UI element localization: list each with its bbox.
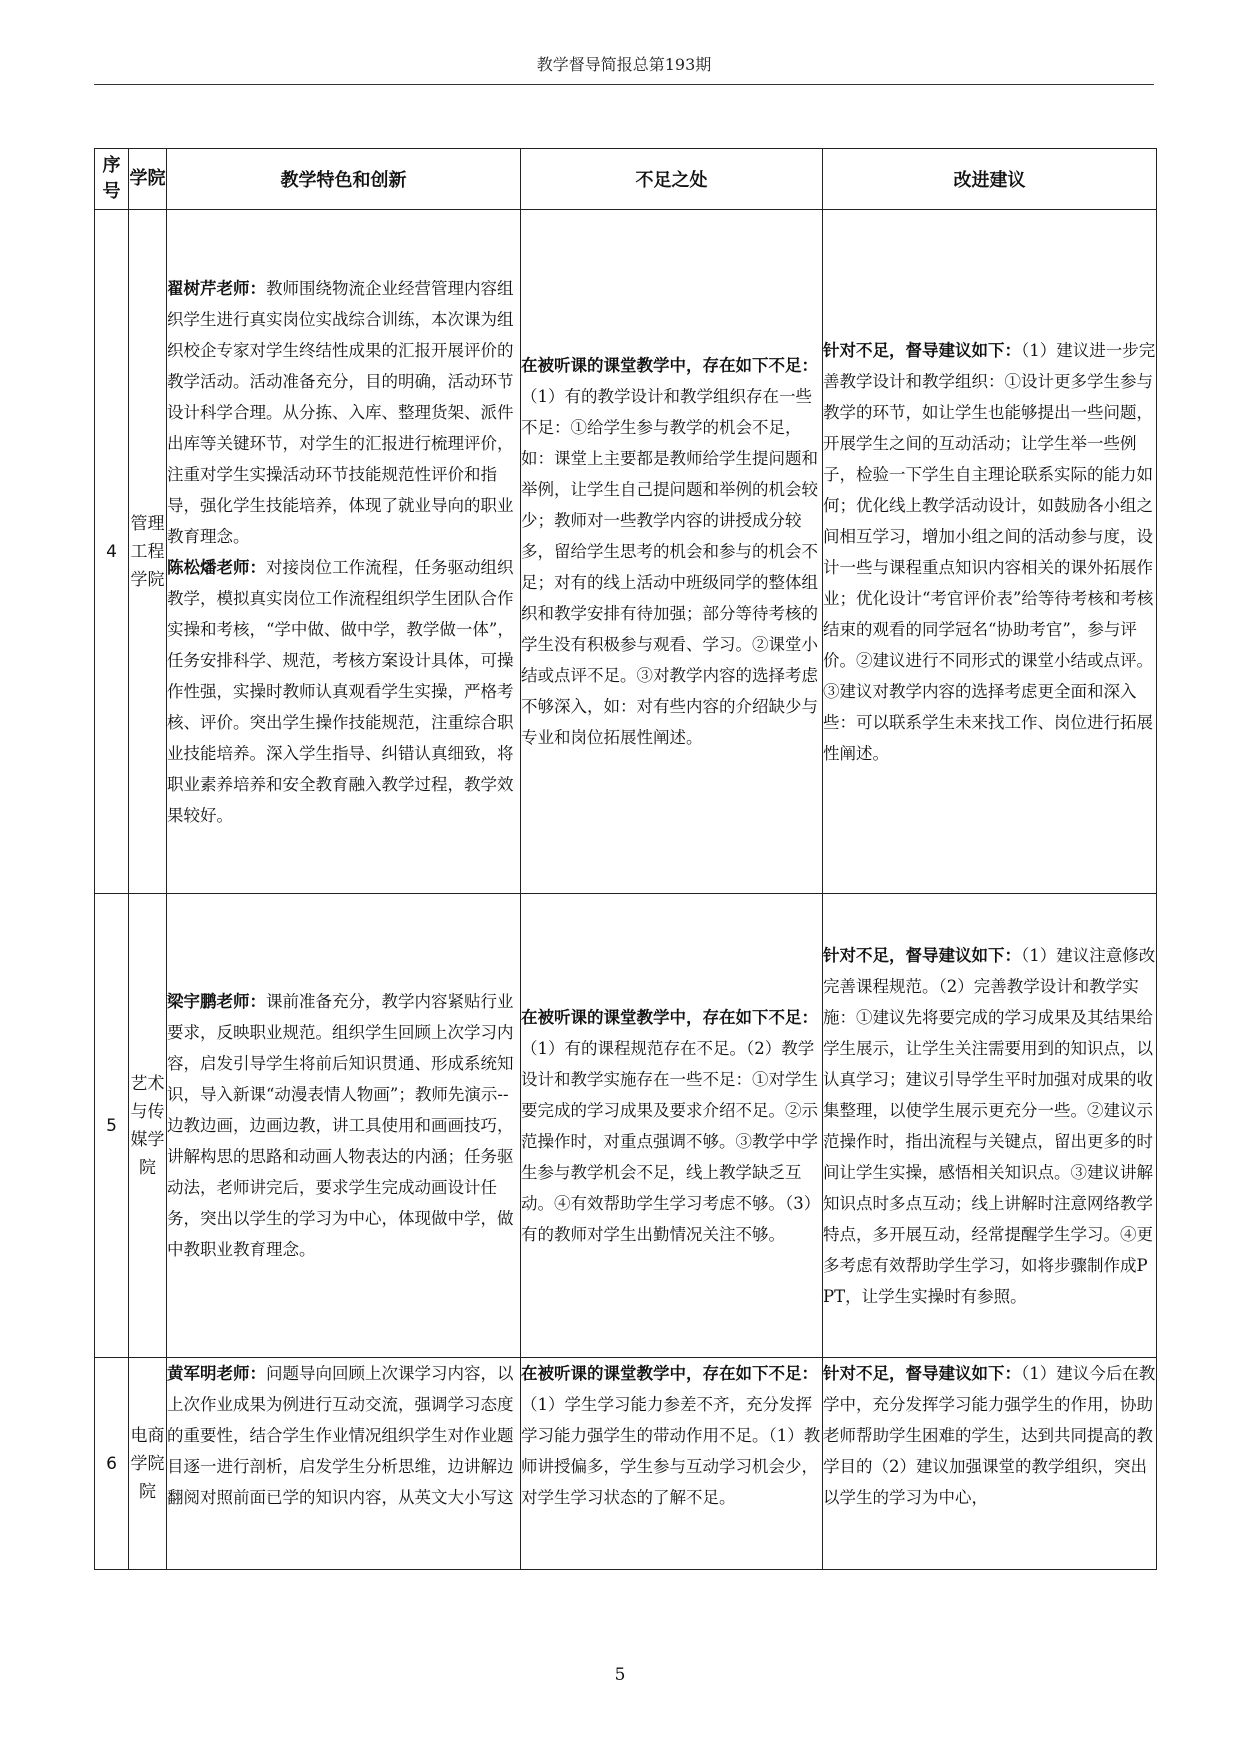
row-college: 电商学院院: [129, 1358, 167, 1570]
shortcomings-lead: 在被听课的课堂教学中，存在如下不足：: [521, 1007, 818, 1027]
feature-text: 问题导向回顾上次课学习内容，以上次作业成果为例进行互动交流，强调学习态度的重要性，结合学生作业情况组织学生对作业题目逐一进行剖析，启发学生分析思维，边讲解边翻阅对照前面已学的知识内容，从英文大小写这: [167, 1364, 514, 1507]
row-features: [167, 1358, 521, 1570]
row-features: [167, 210, 521, 894]
feature-entry: [167, 273, 520, 552]
row-shortcomings: [521, 1358, 823, 1570]
shortcomings-lead: 在被听课的课堂教学中，存在如下不足：: [521, 356, 818, 375]
feature-text: 教师围绕物流企业经营管理内容组织学生进行真实岗位实战综合训练，本次课为组织校企专家对学生终结性成果的汇报开展评价的教学活动。活动准备充分，目的明确，活动环节设计科学合理。从分拣、入库、整理货架、派件出库等关键环节，对学生的汇报进行梳理评价，注重对学生实操活动环节技能规范性评价和指导，强化学生技能培养，体现了就业导向的职业教育理念。: [167, 278, 514, 546]
header-index: 序号: [95, 149, 129, 210]
page-number: 5: [614, 1665, 626, 1685]
shortcomings-text: （1）学生学习能力参差不齐，充分发挥学习能力强学生的带动作用不足。（1）教师讲授偏多，学生参与互动学习机会少，对学生学习状态的了解不足。: [521, 1395, 821, 1507]
table-row: [95, 1358, 1157, 1570]
feature-text: 课前准备充分，教学内容紧贴行业要求，反映职业规范。组织学生回顾上次学习内容，启发引导学生将前后知识贯通、形成系统知识，导入新课“动漫表情人物画”；教师先演示--边教边画，边画边教，讲工具使用和画画技巧，讲解构思的思路和动画人物表达的内涵；任务驱动法，老师讲完后，要求学生完成动画设计任务，突出以学生的学习为中心，体现做中学，做中教职业教育理念。: [167, 992, 514, 1259]
feature-entry: [167, 986, 520, 1265]
suggestions-lead: 针对不足，督导建议如下：: [823, 945, 1021, 965]
supervision-table: [94, 148, 1157, 1570]
row-college: 管理工程学院: [129, 210, 167, 894]
feature-entry: [167, 552, 520, 831]
row-suggestions: [823, 210, 1157, 894]
header-divider: [94, 84, 1154, 85]
suggestions-text: （1）建议注意修改完善课程规范。（2）完善教学设计和教学实施：①建议先将要完成的学习成果及其结果给学生展示，让学生关注需要用到的知识点，以认真学习；建议引导学生平时加强对成果的收集整理，以使学生展示更充分一些。②建议示范操作时，指出流程与关键点，留出更多的时间让学生实操，感悟相关知识点。③建议讲解知识点时多点互动；线上讲解时注意网络教学特点，多开展互动，经常提醒学生学习。④更多考虑有效帮助学生学习，如将步骤制作成PPT，让学生实操时有参照。: [823, 945, 1156, 1306]
suggestions-lead: 针对不足，督导建议如下：: [823, 1364, 1021, 1383]
table-header-row: [95, 149, 1157, 210]
teacher-name: 陈松燔老师：: [167, 557, 266, 577]
feature-entry: [167, 1358, 520, 1513]
row-index: 6: [95, 1358, 129, 1570]
row-index: 4: [95, 210, 129, 894]
row-index: 5: [95, 894, 129, 1358]
row-shortcomings: [521, 210, 823, 894]
row-features: [167, 894, 521, 1358]
row-college: 艺术与传媒学院: [129, 894, 167, 1358]
shortcomings-text: （1）有的课程规范存在不足。（2）教学设计和教学实施存在一些不足：①对学生要完成的学习成果及要求介绍不足。②示范操作时，对重点强调不够。③教学中学生参与教学机会不足，线上教学缺乏互动。④有效帮助学生学习考虑不够。（3）有的教师对学生出勤情况关注不够。: [521, 1038, 821, 1244]
row-suggestions: [823, 894, 1157, 1358]
suggestions-text: （1）建议进一步完善教学设计和教学组织：①设计更多学生参与教学的环节，如让学生也能够提出一些问题，开展学生之间的互动活动；让学生举一些例子，检验一下学生自主理论联系实际的能力如何；优化线上教学活动设计，如鼓励各小组之间相互学习，增加小组之间的活动参与度，设计一些与课程重点知识内容相关的课外拓展作业；优化设计“考官评价表”给等待考核和考核结束的观看的同学冠名“协助考官”，参与评价。②建议进行不同形式的课堂小结或点评。③建议对教学内容的选择考虑更全面和深入些：可以联系学生未来找工作、岗位进行拓展性阐述。: [823, 340, 1156, 763]
teacher-name: 黄军明老师：: [167, 1364, 266, 1383]
suggestions-lead: 针对不足，督导建议如下：: [823, 340, 1021, 360]
teacher-name: 梁宇鹏老师：: [167, 992, 266, 1011]
table-row: [95, 210, 1157, 894]
table-row: [95, 894, 1157, 1358]
header-features: 教学特色和创新: [167, 149, 521, 210]
shortcomings-lead: 在被听课的课堂教学中，存在如下不足：: [521, 1364, 818, 1383]
header-college: 学院: [129, 149, 167, 210]
row-suggestions: [823, 1358, 1157, 1570]
header-suggestions: 改进建议: [823, 149, 1157, 210]
teacher-name: 翟树芹老师：: [167, 278, 266, 298]
header-shortcomings: 不足之处: [521, 149, 823, 210]
shortcomings-text: （1）有的教学设计和教学组织存在一些不足：①给学生参与教学的机会不足，如：课堂上主要都是教师给学生提问题和举例，让学生自己提问题和举例的机会较少；教师对一些教学内容的讲授成分较多，留给学生思考的机会和参与的机会不足；对有的线上活动中班级同学的整体组织和教学安排有待加强；部分等待考核的学生没有积极参与观看、学习。②课堂小结或点评不足。③对教学内容的选择考虑不够深入，如：对有些内容的介绍缺少与专业和岗位拓展性阐述。: [521, 387, 818, 747]
feature-text: 对接岗位工作流程，任务驱动组织教学，模拟真实岗位工作流程组织学生团队合作实操和考核，“学中做、做中学，教学做一体”，任务安排科学、规范，考核方案设计具体，可操作性强，实操时教师认真观看学生实操，严格考核、评价。突出学生操作技能规范，注重综合职业技能培养。深入学生指导、纠错认真细致，将职业素养培养和安全教育融入教学过程，教学效果较好。: [167, 557, 514, 825]
page-header: 教学督导简报总第193期: [536, 55, 712, 74]
row-shortcomings: [521, 894, 823, 1358]
suggestions-text: （1）建议今后在教学中，充分发挥学习能力强学生的作用，协助老师帮助学生困难的学生，达到共同提高的教学目的（2）建议加强课堂的教学组织，突出以学生的学习为中心，: [823, 1364, 1156, 1507]
